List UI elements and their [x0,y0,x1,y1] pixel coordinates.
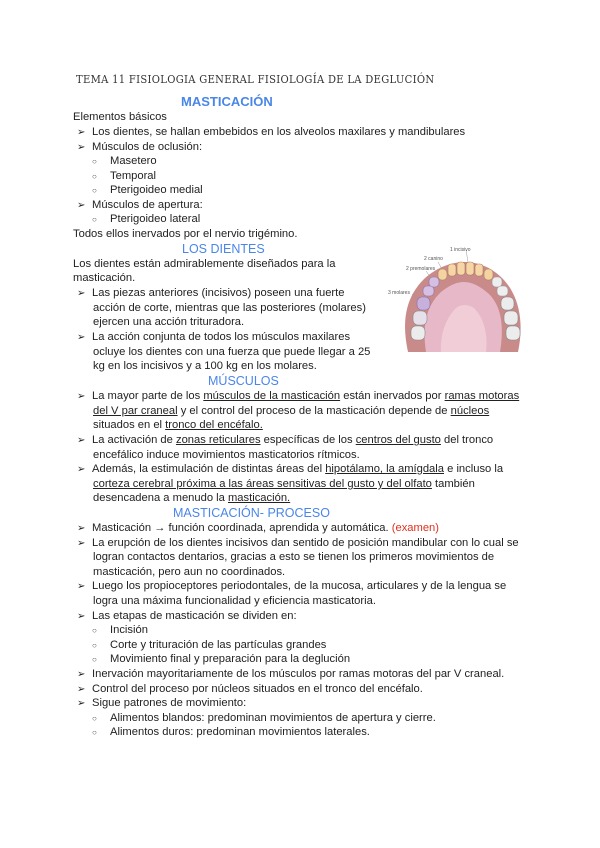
paragraph-line: masticación. [73,272,136,284]
arrow-bullet-icon: ➢ [77,669,86,680]
list-item: ➢ La mayor parte de los músculos de la masticación están inervados por ramas motoras [77,390,520,402]
list-item-continuation: logran contactos dentarios, gracias a esto se tienen los primeros movimientos de [93,551,495,563]
circle-bullet-icon: ○ [92,215,97,224]
molar [411,326,425,340]
list-item-continuation: encefálico induce movimientos masticatorios rítmicos. [93,449,360,461]
list-item: ➢ Las etapas de masticación se dividen en: [77,610,297,622]
sub-list-item: ○ Corte y trituración de las partículas grandes [92,639,327,651]
list-item-continuation: situados en el tronco del encéfalo. [93,419,263,431]
list-item: ➢ Las piezas anteriores (incisivos) poseen una fuerte [77,287,345,299]
list-item-continuation: desencadena a menudo la masticación. [93,492,291,504]
paragraph-line: Los dientes están admirablemente diseñados para la [73,258,336,270]
circle-bullet-icon: ○ [92,728,97,737]
sub-list-item: ○ Pterigoideo medial [92,184,203,196]
list-item: ➢ La acción conjunta de todos los músculos maxilares [77,331,351,343]
list-item-continuation: logra una máxima funcionalidad y eficiencia masticatoria. [93,595,376,607]
dental-arch-illustration [386,244,537,352]
arrow-bullet-icon: ➢ [77,288,86,299]
figure-label-incisivo: 1 incisivo [450,247,471,253]
arrow-bullet-icon: ➢ [77,611,86,622]
list-item: ➢ Luego los propioceptores periodontales, de la mucosa, articulares y de la lengua se [77,580,507,592]
arrow-bullet-icon: ➢ [77,391,86,402]
sub-list-item: ○ Temporal [92,170,157,182]
list-item: ➢ Sigue patrones de movimiento: [77,697,247,709]
premolar [429,277,439,287]
sub-list-item: ○ Incisión [92,624,148,636]
arrow-bullet-icon: ➢ [77,142,86,153]
circle-bullet-icon: ○ [92,641,97,650]
premolar [497,286,508,296]
arrow-bullet-icon: ➢ [77,538,86,549]
molar [506,326,520,340]
sub-list-item: ○ Masetero [92,155,157,167]
page-title: TEMA 11 FISIOLOGIA GENERAL FISIOLOGÍA DE LA DEGLUCIÓN [76,74,435,87]
arrow-bullet-icon: ➢ [77,684,86,695]
arrow-bullet-icon: ➢ [77,464,86,475]
arrow-bullet-icon: ➢ [77,523,86,534]
list-item-continuation: del V par craneal y el control del proceso de la masticación depende de núcleos [93,405,490,417]
arrow-bullet-icon: ➢ [77,581,86,592]
arrow-bullet-icon: ➢ [77,200,86,211]
list-item: ➢ Los dientes, se hallan embebidos en los alveolos maxilares y mandibulares [77,126,466,138]
section-heading-dientes: LOS DIENTES [182,242,265,256]
canine [484,269,493,280]
list-item: ➢ Inervación mayoritariamente de los músculos por ramas motoras del par V craneal. [77,668,505,680]
exam-tag: (examen) [391,522,440,534]
circle-bullet-icon: ○ [92,186,97,195]
premolar [492,277,502,287]
section-heading-masticacion: MASTICACIÓN [181,94,273,109]
molar [417,297,430,310]
list-item-continuation: acción de corte, mientras que las posteriores (molares) [93,302,366,314]
basic-elements-intro: Elementos básicos [73,111,167,123]
figure-label-premolares: 2 premolares [406,266,436,272]
list-item: ➢ La erupción de los dientes incisivos dan sentido de posición mandibular con lo cual se [77,537,519,549]
section-heading-musculos: MÚSCULOS [208,374,279,388]
molar [504,311,518,325]
list-item-continuation: kg en los incisivos y a 100 kg en los molares. [93,360,317,372]
list-item-continuation: corteza cerebral próxima a las áreas sensitivas del gusto y del olfato también [93,478,475,490]
list-item: ➢ Control del proceso por núcleos situados en el tronco del encéfalo. [77,683,423,695]
list-item-continuation: masticación, pero aun no coordinados. [93,566,286,578]
list-item: ➢ Músculos de apertura: [77,199,203,211]
arrow-bullet-icon: ➢ [77,698,86,709]
circle-bullet-icon: ○ [92,172,97,181]
section-heading-proceso: MASTICACIÓN- PROCESO [173,506,330,520]
list-item-continuation: ejercen una acción trituradora. [93,316,245,328]
sub-list-item: ○ Alimentos duros: predominan movimientos laterales. [92,726,370,738]
list-item: ➢ Además, la estimulación de distintas áreas del hipotálamo, la amígdala e incluso la [77,463,504,475]
circle-bullet-icon: ○ [92,714,97,723]
molar [413,311,427,325]
arrow-bullet-icon: ➢ [77,435,86,446]
canine [438,269,447,280]
sub-list-item: ○ Alimentos blandos: predominan movimientos de apertura y cierre. [92,712,436,724]
sub-list-item: ○ Pterigoideo lateral [92,213,201,225]
figure-label-molares: 3 molares [388,290,410,296]
circle-bullet-icon: ○ [92,655,97,664]
list-item: ➢ Masticación → función coordinada, aprendida y automática. (examen) [77,522,440,534]
figure-label-canino: 2 canino [424,256,443,262]
molar [501,297,514,310]
basic-elements-footer: Todos ellos inervados por el nervio trigémino. [73,228,298,240]
circle-bullet-icon: ○ [92,626,97,635]
arrow-bullet-icon: ➢ [77,332,86,343]
premolar [423,286,434,296]
circle-bullet-icon: ○ [92,157,97,166]
list-item-continuation: ocluye los dientes con una fuerza que puede llegar a 25 [93,346,371,358]
list-item: ➢ La activación de zonas reticulares específicas de los centros del gusto del tronco [77,434,494,446]
list-item: ➢ Músculos de oclusión: [77,141,203,153]
arrow-bullet-icon: ➢ [77,127,86,138]
sub-list-item: ○ Movimiento final y preparación para la deglución [92,653,351,665]
